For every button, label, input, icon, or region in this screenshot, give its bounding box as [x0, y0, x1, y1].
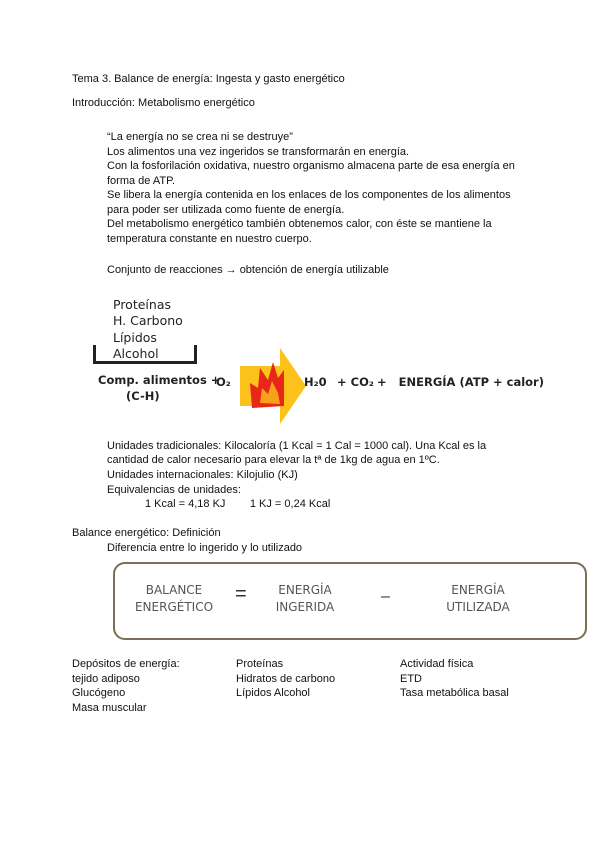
nutrient: Lípidos: [113, 330, 157, 345]
intro-line: para poder ser utilizada como fuente de energía.: [107, 204, 345, 216]
column-item: Depósitos de energía:: [72, 658, 180, 670]
column-item: Lípidos Alcohol: [236, 687, 310, 699]
bracket: [93, 345, 197, 364]
comp-label: Comp. alimentos +: [98, 373, 221, 387]
formula-term: ENERGÍA: [278, 583, 332, 597]
units-line: cantidad de calor necesario para elevar la tª de 1kg de agua en 1ºC.: [107, 454, 440, 466]
equivalences: 1 Kcal = 4,18 KJ 1 KJ = 0,24 Kcal: [145, 498, 331, 510]
units-line: Unidades internacionales: Kilojulio (KJ): [107, 469, 298, 481]
column-item: tejido adiposo: [72, 673, 140, 685]
column-item: Actividad física: [400, 658, 474, 670]
intro-line: “La energía no se crea ni se destruye”: [107, 131, 293, 143]
column-item: Masa muscular: [72, 702, 147, 714]
intro-line: Se libera la energía contenida en los enlaces de los componentes de los alimentos: [107, 189, 511, 201]
column-item: Hidratos de carbono: [236, 673, 336, 685]
intro-line: Con la fosforilación oxidativa, nuestro organismo almacena parte de esa energía en: [107, 160, 515, 172]
intro-line: Del metabolismo energético también obtenemos calor, con éste se mantiene la: [107, 218, 492, 230]
intro-line: forma de ATP.: [107, 175, 176, 187]
formula-term: INGERIDA: [275, 600, 335, 614]
h2o-label: H₂0: [304, 375, 327, 389]
column-item: Glucógeno: [72, 687, 126, 699]
intro-line: Los alimentos una vez ingeridos se transformarán en energía.: [107, 146, 410, 158]
ch-label: (C-H): [126, 389, 160, 403]
balance-definition: Diferencia entre lo ingerido y lo utilizado: [107, 542, 303, 554]
fire-arrow-icon: [240, 348, 306, 424]
intro-heading: Introducción: Metabolismo energético: [72, 97, 255, 109]
formula-term: ENERGÉTICO: [134, 600, 214, 614]
balance-heading: Balance energético: Definición: [72, 527, 221, 539]
formula-term: BALANCE: [145, 583, 203, 597]
formula-term: UTILIZADA: [446, 600, 510, 614]
nutrient: Alcohol: [113, 346, 159, 361]
metabolism-figure: [72, 293, 544, 425]
balance-formula-figure: [113, 562, 587, 640]
formula-term: ENERGÍA: [451, 583, 505, 597]
intro-line: temperatura constante en nuestro cuerpo.: [107, 233, 312, 245]
equals-sign: =: [235, 583, 247, 605]
column-item: Tasa metabólica basal: [400, 687, 509, 699]
minus-sign: –: [381, 588, 390, 605]
units-line: Equivalencias de unidades:: [107, 484, 241, 496]
nutrient: H. Carbono: [113, 313, 183, 328]
nutrient: Proteínas: [113, 297, 171, 312]
energy-label: + ENERGÍA (ATP + calor): [377, 375, 544, 389]
reactions-line: Conjunto de reacciones → obtención de energía utilizable: [107, 264, 389, 276]
column-item: ETD: [400, 673, 422, 685]
co2-label: + CO₂: [337, 375, 374, 389]
document-title: Tema 3. Balance de energía: Ingesta y gasto energético: [72, 73, 345, 85]
units-line: Unidades tradicionales: Kilocaloría (1 Kcal = 1 Cal = 1000 cal). Una Kcal es la: [107, 440, 487, 452]
column-item: Proteínas: [236, 658, 284, 670]
o2-label: O₂: [216, 375, 231, 389]
